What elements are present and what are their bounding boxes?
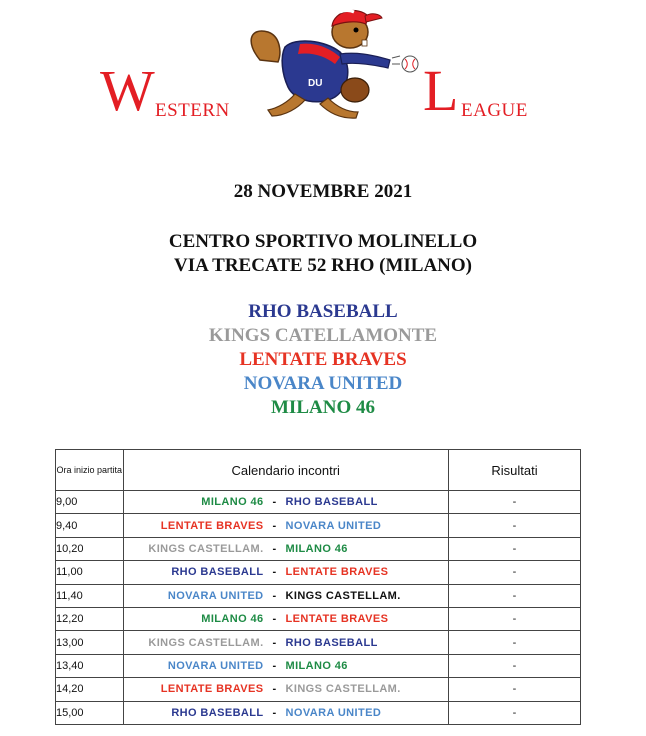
table-header-row — [56, 450, 581, 491]
away-team: NOVARA UNITED — [285, 519, 382, 532]
away-team: MILANO 46 — [285, 542, 348, 555]
logo-w-letter: W — [100, 58, 155, 123]
match-pairing — [123, 537, 448, 560]
home-team: MILANO 46 — [201, 496, 264, 509]
table-row — [56, 561, 581, 584]
match-pairing — [123, 654, 448, 677]
away-team: KINGS CASTELLAM. — [285, 683, 401, 696]
home-team: NOVARA UNITED — [167, 589, 264, 602]
team-name: NOVARA UNITED — [243, 373, 403, 394]
match-pairing — [123, 491, 448, 514]
vs-dash: - — [272, 566, 277, 579]
table-row — [56, 514, 581, 537]
away-team: MILANO 46 — [285, 659, 348, 672]
away-team: KINGS CASTELLAM. — [285, 589, 401, 602]
home-team: LENTATE BRAVES — [160, 519, 264, 532]
header-results: Risultati — [448, 450, 580, 491]
match-result: - — [448, 561, 580, 584]
team-name: LENTATE BRAVES — [239, 349, 407, 370]
match-pairing — [123, 561, 448, 584]
away-team: RHO BASEBALL — [285, 636, 378, 649]
table-row — [56, 654, 581, 677]
table-row — [56, 491, 581, 514]
event-date: 28 NOVEMBRE 2021 — [233, 181, 413, 202]
match-result: - — [448, 654, 580, 677]
schedule-table — [55, 449, 581, 725]
venue-address: VIA TRECATE 52 RHO (MILANO) — [173, 255, 473, 276]
logo-word-league: EAGUE — [461, 100, 528, 121]
logo-word-western: ESTERN — [155, 100, 230, 121]
table-row — [56, 631, 581, 654]
match-time: 12,20 — [56, 607, 124, 630]
match-result: - — [448, 678, 580, 701]
away-team: NOVARA UNITED — [285, 706, 382, 719]
vs-dash: - — [272, 706, 277, 719]
home-team: LENTATE BRAVES — [160, 683, 264, 696]
vs-dash: - — [272, 542, 277, 555]
away-team: RHO BASEBALL — [285, 496, 378, 509]
mascot-beaver-pitcher-icon — [240, 2, 425, 120]
home-team: MILANO 46 — [201, 613, 264, 626]
match-pairing — [123, 584, 448, 607]
table-row — [56, 678, 581, 701]
match-time: 9,00 — [56, 491, 124, 514]
match-time: 14,20 — [56, 678, 124, 701]
table-row — [56, 701, 581, 724]
vs-dash: - — [272, 613, 277, 626]
header-start-time: Ora inizio partita — [56, 450, 124, 491]
table-row — [56, 537, 581, 560]
team-name: RHO BASEBALL — [248, 301, 398, 322]
vs-dash: - — [272, 519, 277, 532]
table-row — [56, 584, 581, 607]
match-time: 10,20 — [56, 537, 124, 560]
league-logo — [0, 0, 646, 140]
match-result: - — [448, 607, 580, 630]
venue-name: CENTRO SPORTIVO MOLINELLO — [168, 231, 478, 252]
match-result: - — [448, 537, 580, 560]
away-team: LENTATE BRAVES — [285, 613, 389, 626]
vs-dash: - — [272, 589, 277, 602]
match-result: - — [448, 631, 580, 654]
home-team: KINGS CASTELLAM. — [148, 636, 264, 649]
match-pairing — [123, 514, 448, 537]
home-team: RHO BASEBALL — [171, 706, 264, 719]
match-result: - — [448, 701, 580, 724]
svg-text:DU: DU — [308, 78, 323, 89]
home-team: KINGS CASTELLAM. — [148, 542, 264, 555]
match-time: 11,00 — [56, 561, 124, 584]
away-team: LENTATE BRAVES — [285, 566, 389, 579]
vs-dash: - — [272, 636, 277, 649]
match-time: 9,40 — [56, 514, 124, 537]
home-team: RHO BASEBALL — [171, 566, 264, 579]
match-time: 11,40 — [56, 584, 124, 607]
vs-dash: - — [272, 659, 277, 672]
match-pairing — [123, 607, 448, 630]
match-pairing — [123, 631, 448, 654]
match-pairing — [123, 701, 448, 724]
logo-l-letter: L — [423, 58, 459, 123]
match-time: 13,40 — [56, 654, 124, 677]
vs-dash: - — [272, 683, 277, 696]
match-result: - — [448, 491, 580, 514]
match-pairing — [123, 678, 448, 701]
match-time: 13,00 — [56, 631, 124, 654]
table-row — [56, 607, 581, 630]
team-name: MILANO 46 — [271, 397, 375, 418]
match-time: 15,00 — [56, 701, 124, 724]
home-team: NOVARA UNITED — [167, 659, 264, 672]
venue — [0, 230, 646, 278]
header-calendar: Calendario incontri — [123, 450, 448, 491]
match-result: - — [448, 514, 580, 537]
vs-dash: - — [272, 496, 277, 509]
match-result: - — [448, 584, 580, 607]
team-name: KINGS CATELLAMONTE — [208, 325, 438, 346]
teams-list — [0, 300, 646, 420]
